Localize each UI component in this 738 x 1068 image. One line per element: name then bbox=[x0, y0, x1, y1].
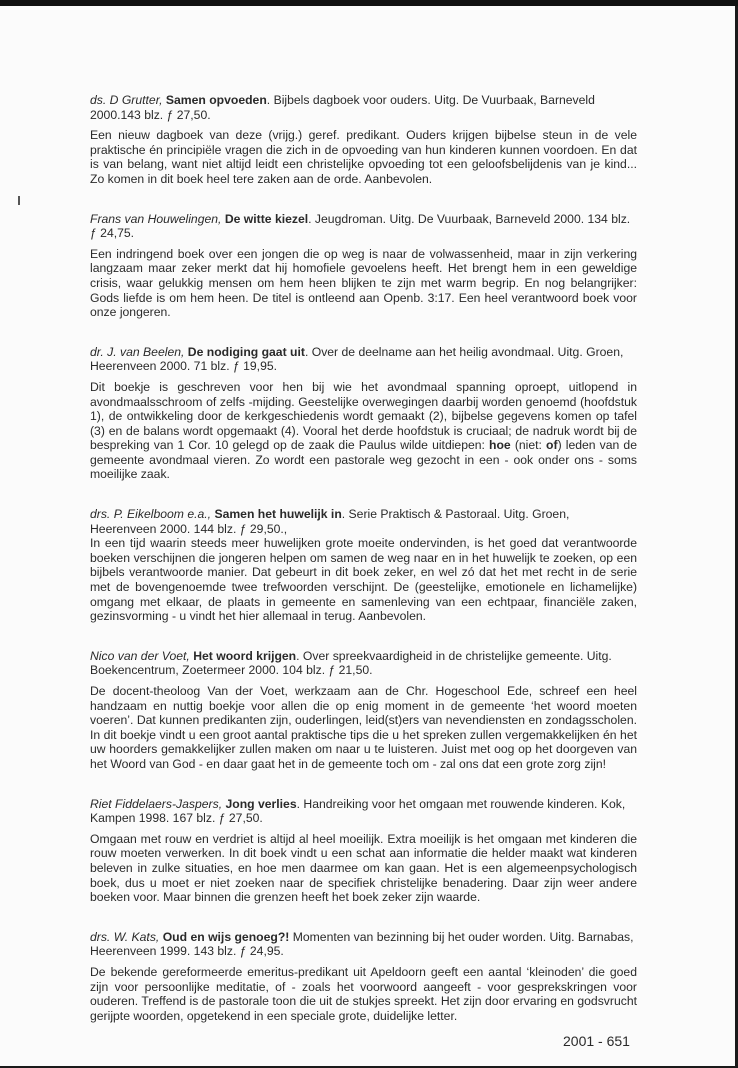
review-text: De bekende gereformeerde emeritus-predikant uit Apeldoorn geeft een aantal ‘kleinoden’ die goed zijn voor persoonlijke meditatie, of - zoals het voorwoord aangeeft - voor gesprekskringen voor ouderen. Treffend is de pastorale toon die uit de stukjes spreekt. Het zijn door ervaring en godsvrucht gerijpte woorden, opgetekend in een speciale grote, duidelijke letter. bbox=[90, 964, 637, 1023]
citation bbox=[90, 507, 637, 536]
author: Riet Fiddelaers-Jaspers, bbox=[90, 796, 223, 811]
review-entry-jong-verlies bbox=[90, 797, 637, 905]
book-title: Jong verlies bbox=[225, 796, 297, 811]
review-text bbox=[90, 380, 637, 482]
review-entry-de-nodiging-gaat-uit bbox=[90, 345, 637, 482]
review-entry-oud-en-wijs-genoeg bbox=[90, 930, 637, 1024]
review-entry-de-witte-kiezel bbox=[90, 212, 637, 320]
book-title: De nodiging gaat uit bbox=[187, 344, 305, 359]
emphasis-hoe: hoe bbox=[489, 438, 511, 453]
book-title: Samen opvoeden bbox=[165, 93, 267, 107]
book-title: Oud en wijs genoeg?! bbox=[162, 929, 290, 944]
publication-info: . Over de deelname aan het heilig avondmaal. Uitg. Groen, Heerenveen 2000. 71 blz. ƒ 19,95. bbox=[90, 344, 624, 374]
page-number: 2001 - 651 bbox=[563, 1033, 630, 1049]
author: Frans van Houwelingen, bbox=[90, 211, 222, 226]
review-text: De docent-theoloog Van der Voet, werkzaam aan de Chr. Hogeschool Ede, schreef een heel handzaam en nuttig boekje voor allen die op enig moment in de gemeente ‘het woord moeten voeren’. Dat kunnen predikanten zijn, ouderlingen, leid(st)ers van nevendiensten en zondagsscholen. In dit boekje vindt u een groot aantal praktische tips die u het spreken zullen vergemakkelijken én het uw hoorders gemakkelijker zullen maken om naar u te luisteren. Juist met oog op het doorgeven van het Woord van God - en daar gaat het in de gemeente toch om - zal ons dat een grote zorg zijn! bbox=[90, 684, 637, 771]
book-title: Samen het huwelijk in bbox=[214, 507, 342, 522]
scan-margin-mark bbox=[18, 196, 20, 205]
publication-info: Momenten van bezinning bij het ouder worden. Uitg. Barnabas, Heerenveen 1999. 143 blz. ƒ 24,95. bbox=[90, 929, 634, 959]
review-text-part: (niet: bbox=[510, 438, 547, 453]
author: drs. W. Kats, bbox=[90, 929, 160, 944]
review-text: Een nieuw dagboek van deze (vrijg.) geref. predikant. Ouders krijgen bijbelse steun in de vele praktische én principiële vragen die zich in de opvoeding van hun kinderen kunnen voordoen. En dat is van belang, want niet altijd leidt een christelijke opvoeding tot een geloofsbelijdenis van je kind... Zo komen in dit boek heel tere zaken aan de orde. Aanbevolen. bbox=[90, 128, 637, 186]
review-text: Omgaan met rouw en verdriet is altijd al heel moeilijk. Extra moeilijk is het omgaan met kinderen die rouw moeten verwerken. In dit boek vindt u een schat aan informatie die helder maakt wat kinderen beleven in zulke situaties, en hoe men daarmee om kan gaan. Het is een algemeenpsychologisch boek, dus u moet er niet zoeken naar de specifiek christelijke benadering. Daar zijn weer andere boeken voor. Maar binnen die grenzen heeft het boek zeker zijn waarde. bbox=[90, 831, 637, 905]
citation bbox=[90, 212, 637, 241]
book-title: De witte kiezel bbox=[224, 211, 309, 226]
review-text-part: ) leden van de gemeente avondmaal vieren. Zo wordt een pastorale weg gezocht in een - ook onder ons - soms moeilijke zaak. bbox=[90, 438, 637, 482]
publication-info: . Over spreekvaardigheid in de christelijke gemeente. Uitg. Boekencentrum, Zoetermeer 2000. 104 blz. ƒ 21,50. bbox=[90, 648, 612, 678]
review-text-part: Dit boekje is geschreven voor hen bij wie het avondmaal spanning oproept, uitlopend in avondmaalsschroom of zelfs -mijding. Geestelijke overwegingen daarbij worden genoemd (hoofdstuk 1), de ontwikkeling door de kerkgeschiedenis wordt gemaakt (2), bijbelse gegevens komen op tafel (3) en de balans wordt opgemaakt (4). Vooral het derde hoofdstuk is cruciaal; de nadruk wordt bij de bespreking van 1 Cor. 10 gelegd op de zaak die Paulus wilde uitdiepen: bbox=[90, 379, 637, 453]
review-text: In een tijd waarin steeds meer huwelijken grote moeite ondervinden, is het goed dat verantwoorde boeken verschijnen die jongeren helpen om samen de weg naar en in het huwelijk te zoeken, op een bijbels verantwoorde manier. Dat gebeurt in dit boek zeker, en wel zó dat het met recht in de serie met de bovengenoemde twee trefwoorden verschijnt. De (geestelijke, emotionele en lichamelijke) omgang met elkaar, de plaats in gemeente en samenleving van een echtpaar, financiële zaken, gezinsvorming - u vindt het hier allemaal in terug. Aanbevolen. bbox=[90, 536, 637, 624]
publication-info: . Bijbels dagboek voor ouders. Uitg. De Vuurbaak, Barneveld 2000.143 blz. ƒ 27,50. bbox=[90, 93, 595, 122]
book-title: Het woord krijgen bbox=[193, 648, 297, 663]
citation bbox=[90, 649, 637, 678]
citation bbox=[90, 797, 637, 826]
review-entry-samen-het-huwelijk-in bbox=[90, 507, 637, 624]
scan-top-border bbox=[0, 0, 738, 6]
publication-info: . Jeugdroman. Uitg. De Vuurbaak, Barneveld 2000. 134 blz. ƒ 24,75. bbox=[90, 211, 631, 241]
author: ds. D Grutter, bbox=[90, 93, 163, 107]
publication-info: . Serie Praktisch & Pastoraal. Uitg. Groen, Heerenveen 2000. 144 blz. ƒ 29,50., bbox=[90, 507, 570, 536]
author: Nico van der Voet, bbox=[90, 648, 190, 663]
citation bbox=[90, 345, 637, 374]
review-entry-het-woord-krijgen bbox=[90, 649, 637, 772]
author: dr. J. van Beelen, bbox=[90, 344, 185, 359]
citation bbox=[90, 930, 637, 959]
review-entry-samen-opvoeden bbox=[90, 93, 637, 187]
emphasis-of: of bbox=[546, 438, 558, 453]
book-reviews bbox=[90, 93, 637, 1023]
review-text: Een indringend boek over een jongen die op weg is naar de volwassenheid, maar in zijn verkering langzaam maar zeker merkt dat hij homofiele gevoelens heeft. Het brengt hem in een geweldige crisis, waar gelukkig mensen om hem heen blijken te zijn met warm begrip. En nog belangrijker: Gods liefde is om hem heen. De titel is ontleend aan Openb. 3:17. Een heel verantwoord boek voor onze jongeren. bbox=[90, 246, 637, 320]
author: drs. P. Eikelboom e.a., bbox=[90, 507, 212, 522]
citation bbox=[90, 93, 637, 122]
publication-info: . Handreiking voor het omgaan met rouwende kinderen. Kok, Kampen 1998. 167 blz. ƒ 27,50. bbox=[90, 796, 626, 826]
